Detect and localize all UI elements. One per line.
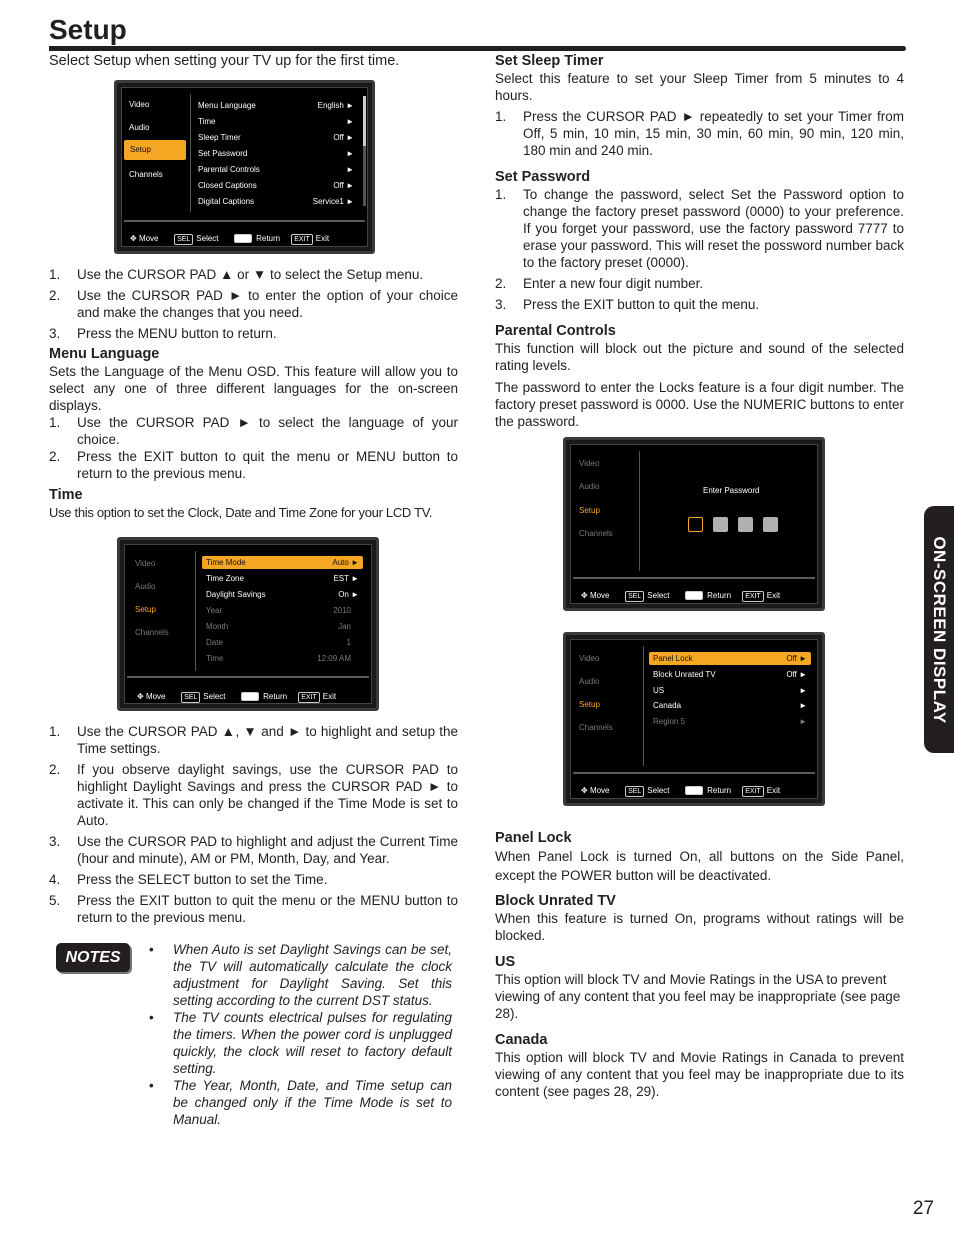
section-body: When this feature is turned On, programs without ratings will be blocked. [495,911,904,943]
menu-row: Date 1 [206,638,351,647]
menu-row: Block Unrated TV Off ► [653,670,807,679]
osd-footer: ✥ Move SEL Select Return EXIT Exit [581,591,781,600]
list-item: 1. Use the CURSOR PAD ► to select the language of your choice. [49,415,458,447]
menu-row: Set Password ► [198,149,354,158]
menu-row: Daylight Savings On ► [206,590,359,599]
note-item: • The TV counts electrical pulses for regulating the timers. When the power cord is unplugged quickly, the clock will reset to factory default setting. [149,1010,452,1076]
section-body: This function will block out the picture and sound of the selected rating levels. [495,341,904,373]
section-heading: Menu Language [49,346,160,362]
list-item: 1. Use the CURSOR PAD ▲ or ▼ to select the Setup menu. [49,267,424,282]
section-body: Sets the Language of the Menu OSD. This feature will allow you to select any one of three different languages for the on-screen displays. [49,364,458,413]
return-icon [685,591,703,600]
notes-badge: NOTES [56,943,130,972]
intro-text: Select Setup when setting your TV up for the first time. [49,53,400,69]
note-item: • When Auto is set Daylight Savings can be set, the TV will automatically calculate the clock adjustment for Daylight Saving. Set this setting according to the current DST status. [149,942,452,1008]
return-icon [241,692,259,701]
list-item: 1. Use the CURSOR PAD ▲, ▼ and ► to highlight and setup the Time settings. [49,724,458,756]
list-item: 3. Press the EXIT button to quit the menu. [495,297,760,312]
title-rule [49,46,906,51]
osd-footer: ✥ Move SEL Select Return EXIT Exit [581,786,781,795]
section-heading: Panel Lock [495,830,572,846]
return-icon [234,234,252,243]
menu-row: Panel Lock Off ► [649,652,811,665]
note-item: • The Year, Month, Date, and Time setup can be changed only if the Time Mode is set to Manual. [149,1078,452,1127]
menu-tab-setup: Setup [124,140,186,160]
menu-row: Time Mode Auto ► [202,556,363,569]
menu-row: Parental Controls ► [198,165,354,174]
menu-row: Time ► [198,117,354,126]
menu-tab-video: Video [129,100,150,109]
menu-row: Year 2010 [206,606,351,615]
menu-row: Time Zone EST ► [206,574,359,583]
list-item: 2. If you observe daylight savings, use the CURSOR PAD to highlight Daylight Savings and press the CURSOR PAD ► to activate it. This can only be changed if the Time Mode is set to Auto. [49,762,458,828]
move-icon: ✥ [130,234,137,243]
password-digit-box[interactable] [713,517,728,532]
enter-password-label: Enter Password [703,486,760,495]
list-item: 1. To change the password, select Set the Password option to change the factory preset password (0000) to your preference. If you forget your password, use the factory password 7777 to erase your password. This will reset the possword number back to the factory preset (0000). [495,187,904,270]
time-menu-screen: Video Audio Setup Channels Time Mode Auto ► Time Zone EST ► Daylight Savings On ► Year 2010 Month Jan Date 1 Time 12:09 AM ✥ Move SEL Select Return EXIT Exit [117,537,379,711]
list-item: 2. Enter a new four digit number. [495,276,704,291]
osd-footer: ✥ Move SEL Select Return EXIT Exit [130,234,330,243]
section-heading: Block Unrated TV [495,893,616,909]
list-item: 2. Press the EXIT button to quit the menu or MENU button to return to the previous menu. [49,449,458,481]
menu-row: Menu Language English ► [198,101,354,110]
section-body: Use this option to set the Clock, Date and Time Zone for your LCD TV. [49,505,433,520]
password-digit-box[interactable] [738,517,753,532]
menu-row: Digital Captions Service1 ► [198,197,354,206]
section-heading: Time [49,487,83,503]
menu-row: Sleep Timer Off ► [198,133,354,142]
list-item: 3. Use the CURSOR PAD to highlight and adjust the Current Time (hour and minute), AM or PM, Month, Day, and Year. [49,834,458,866]
menu-row: Region 5 ► [653,717,807,726]
section-body: This option will block TV and Movie Ratings in Canada to prevent viewing of any content that you feel may be inappropriate due to its content (see pages 28, 29). [495,1050,904,1099]
section-heading: Set Sleep Timer [495,53,604,69]
password-digit-box[interactable] [688,517,703,532]
setup-menu-screen [114,80,375,254]
parental-menu-screen: Video Audio Setup Channels Panel Lock Off ► Block Unrated TV Off ► US ► Canada ► Region 5 ► ✥ Move SEL Select Return EXIT Exit [563,632,825,806]
section-heading: US [495,954,516,970]
section-body: When Panel Lock is turned On, all buttons on the Side Panel, except the POWER button will be deactivated. [495,849,904,883]
side-tab: ON-SCREEN DISPLAY [924,506,954,753]
list-item: 1. Press the CURSOR PAD ► repeatedly to set your Timer from Off, 5 min, 10 min, 15 min, 30 min, 60 min, 90 min, 120 min, 180 min and 240 min. [495,109,904,158]
menu-row: US ► [653,686,807,695]
menu-row: Time 12:09 AM [206,654,351,663]
list-item: 4. Press the SELECT button to set the Time. [49,872,328,887]
section-heading: Canada [495,1032,548,1048]
return-icon [685,786,703,795]
move-icon: ✥ [137,692,144,701]
menu-tab-channels: Channels [129,170,163,179]
menu-row: Canada ► [653,701,807,710]
page-title: Setup [49,14,127,45]
section-body: This option will block TV and Movie Ratings in the USA to prevent viewing of any content that you feel may be inappropriate (see page 28). [495,972,901,1021]
section-heading: Parental Controls [495,323,616,339]
list-item: 2. Use the CURSOR PAD ► to enter the option of your choice and make the changes that you need. [49,288,458,320]
list-item: 5. Press the EXIT button to quit the menu or the MENU button to return to the previous menu. [49,893,458,925]
section-heading: Set Password [495,169,591,185]
osd-footer: ✥ Move SEL Select Return EXIT Exit [137,692,337,701]
page-number: 27 [912,1198,934,1219]
password-digit-box[interactable] [763,517,778,532]
menu-row: Month Jan [206,622,351,631]
menu-row: Closed Captions Off ► [198,181,354,190]
section-body: Select this feature to set your Sleep Timer from 5 minutes to 4 hours. [495,71,904,103]
move-icon: ✥ [581,591,588,600]
section-body: The password to enter the Locks feature is a four digit number. The factory preset password is 0000. Use the NUMERIC buttons to enter the password. [495,380,904,429]
menu-tab-audio: Audio [129,123,150,132]
move-icon: ✥ [581,786,588,795]
password-screen: Video Audio Setup Channels Enter Password ✥ Move SEL Select Return EXIT Exit [563,437,825,611]
list-item: 3. Press the MENU button to return. [49,326,277,341]
